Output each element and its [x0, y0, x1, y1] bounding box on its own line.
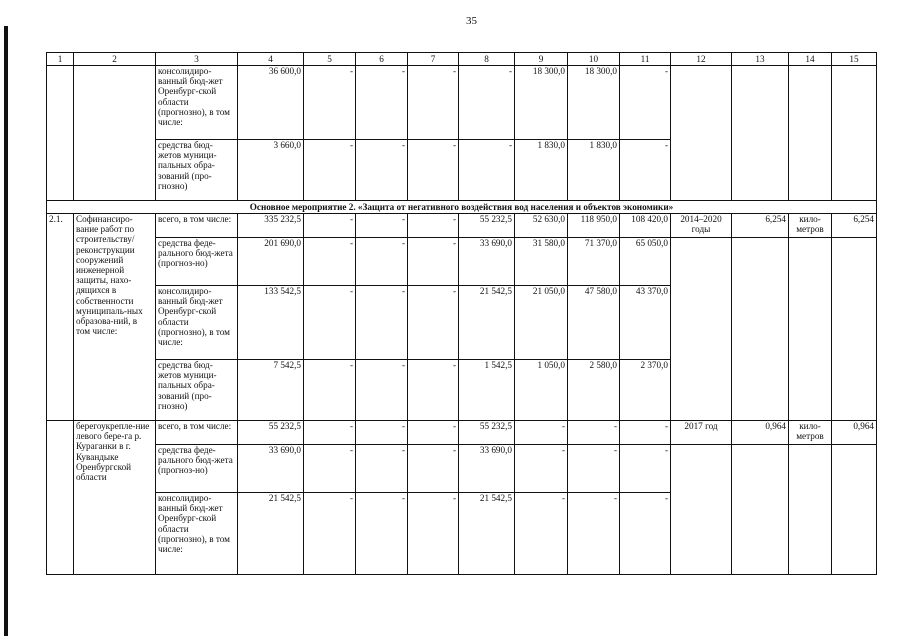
col-header: 11: [620, 53, 671, 66]
col-header: 15: [832, 53, 877, 66]
value-cell: -: [356, 238, 408, 286]
page-number: 35: [466, 15, 477, 27]
col-header: 1: [47, 53, 74, 66]
target-cell: [832, 238, 877, 421]
period-cell: [671, 238, 732, 421]
unit-cell: [789, 445, 832, 575]
value-cell: -: [408, 493, 459, 575]
value-cell: -: [304, 493, 356, 575]
source-cell: всего, в том числе:: [156, 214, 238, 238]
value-cell: -: [356, 445, 408, 493]
col-header: 14: [789, 53, 832, 66]
table-row: [47, 238, 877, 286]
column-number-row: [47, 53, 877, 66]
col-header: 8: [459, 53, 515, 66]
value-cell: -: [408, 66, 459, 140]
value-cell: 1 830,0: [515, 140, 568, 201]
unit-cell: кило-метров: [789, 214, 832, 238]
value-cell: -: [408, 140, 459, 201]
period-cell: 2014–2020 годы: [671, 214, 732, 238]
value-cell: -: [459, 140, 515, 201]
value-cell: -: [620, 140, 671, 201]
value-cell: -: [304, 66, 356, 140]
target-cell: [832, 445, 877, 575]
value-cell: -: [304, 421, 356, 445]
target-cell: [832, 66, 877, 201]
value-cell: 21 542,5: [459, 493, 515, 575]
value-cell: -: [356, 66, 408, 140]
value-cell: 47 580,0: [568, 286, 620, 360]
value-cell: 18 300,0: [568, 66, 620, 140]
value-cell: -: [459, 66, 515, 140]
section-row: [47, 201, 877, 214]
value-cell: 108 420,0: [620, 214, 671, 238]
value-cell: 71 370,0: [568, 238, 620, 286]
value-cell: -: [304, 286, 356, 360]
value-cell: 21 050,0: [515, 286, 568, 360]
col-header: 13: [732, 53, 789, 66]
item-name: Софинансиро-вание работ по строительству/ реконструкции сооружений инженерной защиты, нахо-дящихся в собственности муниципаль-ных образова-ний, в том числе:: [74, 214, 156, 421]
value-cell: -: [304, 360, 356, 421]
value-cell: -: [408, 421, 459, 445]
value-cell: -: [408, 214, 459, 238]
table-row: [47, 445, 877, 493]
col-header: 3: [156, 53, 238, 66]
left-margin-bar: [4, 26, 8, 636]
value-cell: 33 690,0: [459, 238, 515, 286]
value-cell: 1 542,5: [459, 360, 515, 421]
value-cell: -: [408, 360, 459, 421]
source-cell: средства феде-рального бюд-жета (прогноз-но): [156, 238, 238, 286]
value-cell: 55 232,5: [459, 421, 515, 445]
value-cell: 7 542,5: [238, 360, 304, 421]
value-cell: 2 580,0: [568, 360, 620, 421]
unit-cell: [789, 238, 832, 421]
value-cell: 55 232,5: [238, 421, 304, 445]
value-cell: 33 690,0: [459, 445, 515, 493]
value-cell: 335 232,5: [238, 214, 304, 238]
value-cell: -: [515, 493, 568, 575]
value-cell: 1 050,0: [515, 360, 568, 421]
value-cell: -: [620, 493, 671, 575]
num-cell: [47, 421, 74, 575]
period-cell: 2017 год: [671, 421, 732, 445]
target-cell: 6,254: [832, 214, 877, 238]
value-cell: -: [304, 214, 356, 238]
value-cell: -: [304, 238, 356, 286]
budget-table: [46, 52, 877, 575]
value-cell: -: [515, 445, 568, 493]
value-cell: 1 830,0: [568, 140, 620, 201]
name-cell: [74, 66, 156, 201]
value-cell: 133 542,5: [238, 286, 304, 360]
value-cell: 31 580,0: [515, 238, 568, 286]
value-cell: 52 630,0: [515, 214, 568, 238]
num-cell: [47, 66, 74, 201]
period-cell: [671, 66, 732, 201]
source-cell: средства феде-рального бюд-жета (прогноз-но): [156, 445, 238, 493]
period-cell: [671, 445, 732, 575]
value-cell: 2 370,0: [620, 360, 671, 421]
value-cell: 201 690,0: [238, 238, 304, 286]
indicator-cell: [732, 66, 789, 201]
table-row: [47, 421, 877, 445]
value-cell: -: [408, 238, 459, 286]
value-cell: -: [408, 445, 459, 493]
indicator-cell: 0,964: [732, 421, 789, 445]
col-header: 5: [304, 53, 356, 66]
indicator-cell: [732, 445, 789, 575]
value-cell: -: [620, 66, 671, 140]
source-cell: консолидиро-ванный бюд-жет Оренбург-ской области (прогнозно), в том числе:: [156, 286, 238, 360]
indicator-cell: 6,254: [732, 214, 789, 238]
value-cell: -: [408, 286, 459, 360]
value-cell: -: [515, 421, 568, 445]
indicator-cell: [732, 238, 789, 421]
value-cell: -: [568, 445, 620, 493]
value-cell: -: [620, 421, 671, 445]
col-header: 7: [408, 53, 459, 66]
target-cell: 0,964: [832, 421, 877, 445]
table-row: [47, 66, 877, 140]
col-header: 6: [356, 53, 408, 66]
item-name: берегоукрепле-ние левого бере-га р. Кураганки в г. Кувандыке Оренбургской области: [74, 421, 156, 575]
value-cell: -: [356, 421, 408, 445]
value-cell: 18 300,0: [515, 66, 568, 140]
source-cell: средства бюд-жетов муници-пальных обра-зований (про-гнозно): [156, 140, 238, 201]
value-cell: 118 950,0: [568, 214, 620, 238]
value-cell: 55 232,5: [459, 214, 515, 238]
item-number: 2.1.: [47, 214, 74, 421]
value-cell: -: [356, 286, 408, 360]
table-row: [47, 214, 877, 238]
source-cell: консолидиро-ванный бюд-жет Оренбург-ской области (прогнозно), в том числе:: [156, 66, 238, 140]
col-header: 9: [515, 53, 568, 66]
value-cell: -: [620, 445, 671, 493]
value-cell: -: [568, 493, 620, 575]
value-cell: -: [304, 445, 356, 493]
source-cell: консолидиро-ванный бюд-жет Оренбург-ской области (прогнозно), в том числе:: [156, 493, 238, 575]
unit-cell: кило-метров: [789, 421, 832, 445]
value-cell: 65 050,0: [620, 238, 671, 286]
value-cell: -: [304, 140, 356, 201]
unit-cell: [789, 66, 832, 201]
value-cell: -: [356, 140, 408, 201]
col-header: 4: [238, 53, 304, 66]
value-cell: -: [356, 214, 408, 238]
value-cell: 33 690,0: [238, 445, 304, 493]
value-cell: -: [356, 493, 408, 575]
source-cell: всего, в том числе:: [156, 421, 238, 445]
section-title: Основное мероприятие 2. «Защита от негативного воздействия вод населения и объектов экономики»: [47, 201, 877, 214]
col-header: 12: [671, 53, 732, 66]
value-cell: -: [356, 360, 408, 421]
col-header: 10: [568, 53, 620, 66]
source-cell: средства бюд-жетов муници-пальных обра-зований (про-гнозно): [156, 360, 238, 421]
value-cell: 21 542,5: [459, 286, 515, 360]
value-cell: 36 600,0: [238, 66, 304, 140]
value-cell: -: [568, 421, 620, 445]
col-header: 2: [74, 53, 156, 66]
value-cell: 3 660,0: [238, 140, 304, 201]
value-cell: 43 370,0: [620, 286, 671, 360]
value-cell: 21 542,5: [238, 493, 304, 575]
